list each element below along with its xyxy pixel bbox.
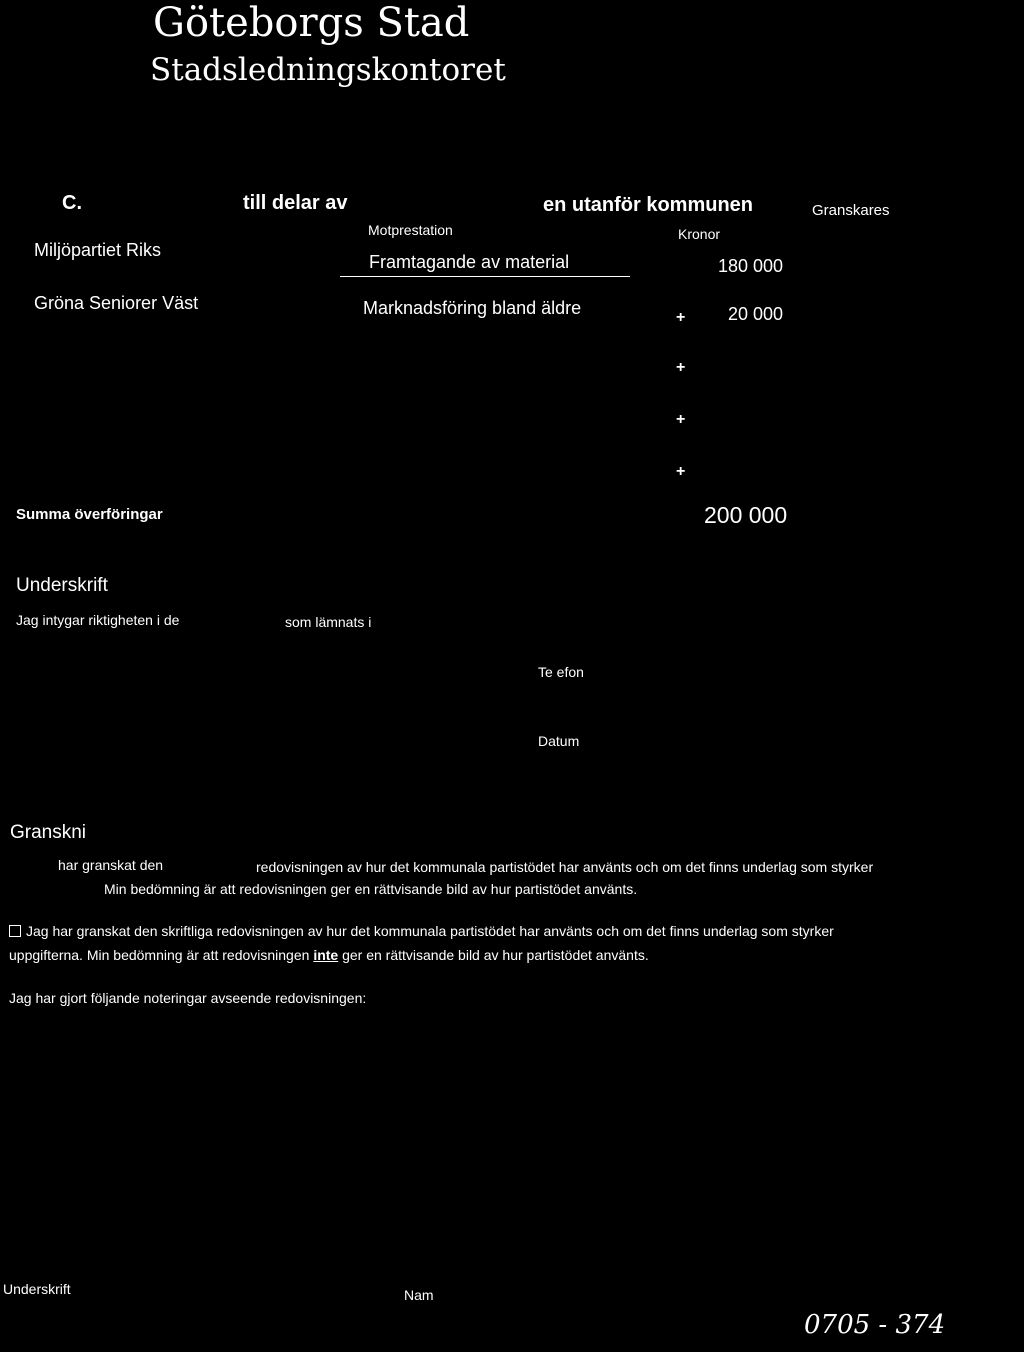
review-option2-line1 <box>9 923 834 939</box>
sum-value: 200 000 <box>704 502 788 528</box>
transfer-recipient: Gröna Seniorer Väst <box>34 293 199 313</box>
footer-signature-label: Underskrift <box>3 1281 71 1297</box>
transfer-motprestation: Framtagande av material <box>369 252 570 272</box>
phone-label: Te efon <box>538 664 584 680</box>
plus-sign: + <box>676 309 686 326</box>
transfer-amount: 20 000 <box>728 304 784 324</box>
plus-sign: + <box>676 463 686 480</box>
review-option2-checkbox[interactable] <box>9 925 21 937</box>
motprestation-column-header: Motprestation <box>368 222 453 238</box>
certify-text-part2: som lämnats i <box>285 614 372 630</box>
transfer-recipient: Miljöpartiet Riks <box>34 240 162 260</box>
date-label: Datum <box>538 733 580 749</box>
section-letter: C. <box>62 192 82 214</box>
department-subtitle: Stadsledningskontoret <box>150 52 506 88</box>
entry-underline <box>340 276 630 277</box>
review-option1-text-part1: har granskat den <box>58 857 164 873</box>
transfer-amount: 180 000 <box>718 256 784 276</box>
signature-heading: Underskrift <box>16 575 108 596</box>
section-heading-part2: en utanför kommunen <box>543 194 754 216</box>
section-heading-part1: till delar av <box>243 192 348 214</box>
review-heading: Granskni <box>10 822 87 843</box>
certify-text-part1: Jag intygar riktigheten i de <box>16 612 180 628</box>
plus-sign: + <box>676 359 686 376</box>
emphasis-word: inte <box>313 947 339 963</box>
review-option2-text-part1: uppgifterna. Min bedömning är att redovisningen <box>9 947 310 963</box>
transfer-motprestation: Marknadsföring bland äldre <box>363 298 582 318</box>
review-notes-label: Jag har gjort följande noteringar avseende redovisningen: <box>9 990 367 1006</box>
sum-label: Summa överföringar <box>16 506 163 523</box>
footer-name-label: Nam <box>404 1287 434 1303</box>
reviewer-column-header: Granskares <box>812 202 890 219</box>
plus-sign: + <box>676 411 686 428</box>
handwritten-reference: 0705 - 374 <box>804 1310 946 1340</box>
review-option1-line2: Min bedömning är att redovisningen ger en rättvisande bild av hur partistödet använts. <box>104 881 638 897</box>
kronor-column-header: Kronor <box>678 226 721 242</box>
organization-title: Göteborgs Stad <box>153 0 470 46</box>
review-option2-text-part2: ger en rättvisande bild av hur partistödet använts. <box>342 947 649 963</box>
review-option2-line2 <box>9 947 649 963</box>
review-option1-text-part2: redovisningen av hur det kommunala partistödet har använts och om det finns underlag som styrker <box>256 859 874 875</box>
review-option2-text: Jag har granskat den skriftliga redovisningen av hur det kommunala partistödet har använts och om det finns underlag som styrker <box>26 923 834 939</box>
